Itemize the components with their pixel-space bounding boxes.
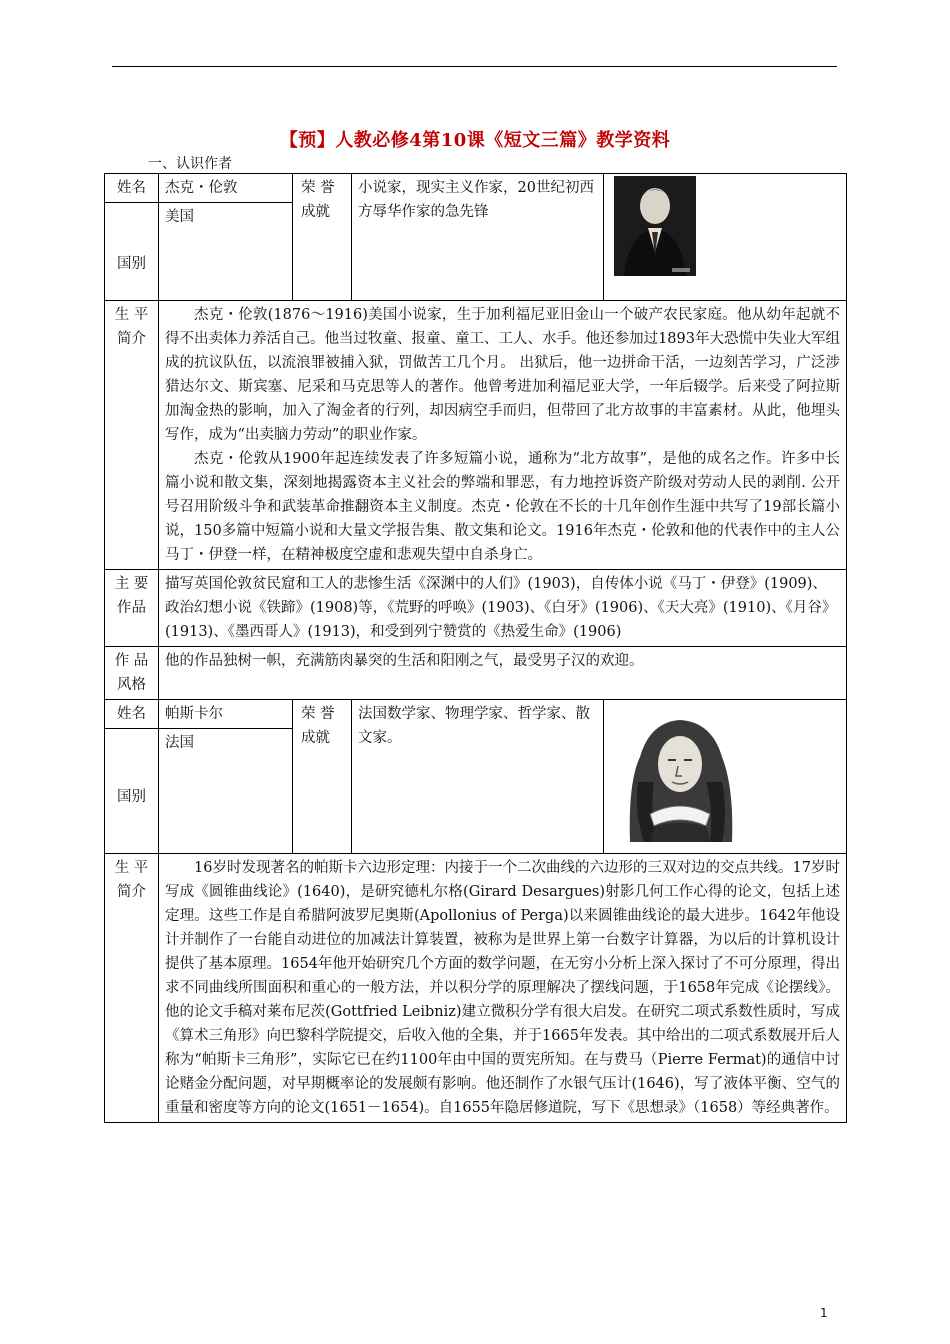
name-label: 姓名: [105, 174, 159, 203]
page-number: 1: [820, 1306, 828, 1320]
honor-label: 荣 誉 成就: [293, 700, 352, 854]
bio-label: 生 平 简介: [105, 301, 159, 570]
table-row: [105, 647, 847, 700]
style-label: 作 品 风格: [105, 647, 159, 700]
author-country: 美国: [159, 203, 293, 301]
works-label: 主 要 作品: [105, 570, 159, 647]
table-row: [105, 174, 847, 203]
portrait-engraving-icon: [610, 702, 750, 842]
table-row: [105, 570, 847, 647]
country-label: 国别: [105, 729, 159, 854]
portrait-cell: [604, 174, 847, 301]
header-rule: [112, 66, 837, 67]
works-text: 描写英国伦敦贫民窟和工人的悲惨生活《深渊中的人们》(1903)，自传体小说《马丁・伊登》(1909)、政治幻想小说《铁蹄》(1908)等，《荒野的呼唤》(1903)、《白牙》(1906)、《天大亮》(1910)、《月谷》(1913)、《墨西哥人》(1913)，和受到列宁赞赏的《热爱生命》(1906): [159, 570, 847, 647]
style-text: 他的作品独树一帜，充满筋肉暴突的生活和阳刚之气，最受男子汉的欢迎。: [159, 647, 847, 700]
bio-paragraph: 杰克・伦敦(1876～1916)美国小说家，生于加利福尼亚旧金山一个破产农民家庭。他从幼年起就不得不出卖体力养活自己。他当过牧童、报童、童工、工人、水手。他还参加过1893年大恐慌中失业大军组成的抗议队伍，以流浪罪被捕入狱，罚做苦工几个月。 出狱后，他一边拼命干活，一边刻苦学习，广泛涉猎达尔文、斯宾塞、尼采和马克思等人的著作。他曾考进加利福尼亚大学，一年后辍学。后来受了阿拉斯加淘金热的影响，加入了淘金者的行列，却因病空手而归，但带回了北方故事的丰富素材。从此，他埋头写作，成为“出卖脑力劳动”的职业作家。: [165, 307, 840, 443]
bio-label: 生 平 简介: [105, 854, 159, 1123]
table-row: [105, 854, 847, 1123]
honor-text: 法国数学家、物理学家、哲学家、散文家。: [352, 700, 604, 854]
bio-text: [159, 301, 847, 570]
table-row: [105, 301, 847, 570]
bio-paragraph: 杰克・伦敦从1900年起连续发表了许多短篇小说，通称为“北方故事”，是他的成名之作。许多中长篇小说和散文集，深刻地揭露资本主义社会的弊端和罪恶，有力地控诉资产阶级对劳动人民的剥削. 公开号召用阶级斗争和武装革命推翻资本主义制度。杰克・伦敦在不长的十几年创作生涯中共写了19部长篇小说，150多篇中短篇小说和大量文学报告集、散文集和论文。1916年杰克・伦敦和他的代表作中的主人公马丁・伊登一样，在精神极度空虚和悲观失望中自杀身亡。: [165, 451, 840, 563]
bio-paragraph: 16岁时发现著名的帕斯卡六边形定理：内接于一个二次曲线的六边形的三双对边的交点共线。17岁时写成《圆锥曲线论》(1640)，是研究德札尔格(Girard Desargues)射影几何工作心得的论文，包括上述定理。这些工作是自希腊阿波罗尼奥斯(Apollonius of Perga)以来圆锥曲线论的最大进步。1642年他设计并制作了一台能自动进位的加减法计算装置，被称为是世界上第一台数字计算器，为以后的计算机设计提供了基本原理。1654年他开始研究几个方面的数学问题，在无穷小分析上深入探讨了不可分原理，得出求不同曲线所围面积和重心的一般方法，并以积分学的原理解决了摆线问题，于1658年完成《论摆线》。他的论文手稿对莱布尼茨(Gottfried Leibniz)建立微积分学有很大启发。在研究二项式系数性质时，写成《算术三角形》向巴黎科学院提交，后收入他的全集，并于1665年发表。其中给出的二项式系数展开后人称为“帕斯卡三角形”，实际它已在约1100年由中国的贾宪所知。在与费马（Pierre Fermat)的通信中讨论赌金分配问题，对早期概率论的发展颇有影响。他还制作了水银气压计(1646)，写了液体平衡、空气的重量和密度等方向的论文(1651－1654)。自1655年隐居修道院，写下《思想录》（1658）等经典著作。: [165, 860, 840, 1116]
honor-text: 小说家，现实主义作家，20世纪初西方辱华作家的急先锋: [352, 174, 604, 301]
country-label: 国别: [105, 203, 159, 301]
bio-text: [159, 854, 847, 1123]
name-label: 姓名: [105, 700, 159, 729]
portrait-photo-icon: [614, 176, 696, 276]
section-heading: 一、认识作者: [148, 156, 232, 172]
honor-label: 荣 誉 成就: [293, 174, 352, 301]
table-row: [105, 700, 847, 729]
portrait-cell: [604, 700, 847, 854]
author-info-table: [104, 173, 847, 1123]
author-country: 法国: [159, 729, 293, 854]
author-name: 杰克・伦敦: [159, 174, 293, 203]
author-name: 帕斯卡尔: [159, 700, 293, 729]
document-title: 【预】人教必修4第10课《短文三篇》教学资料: [279, 130, 671, 151]
